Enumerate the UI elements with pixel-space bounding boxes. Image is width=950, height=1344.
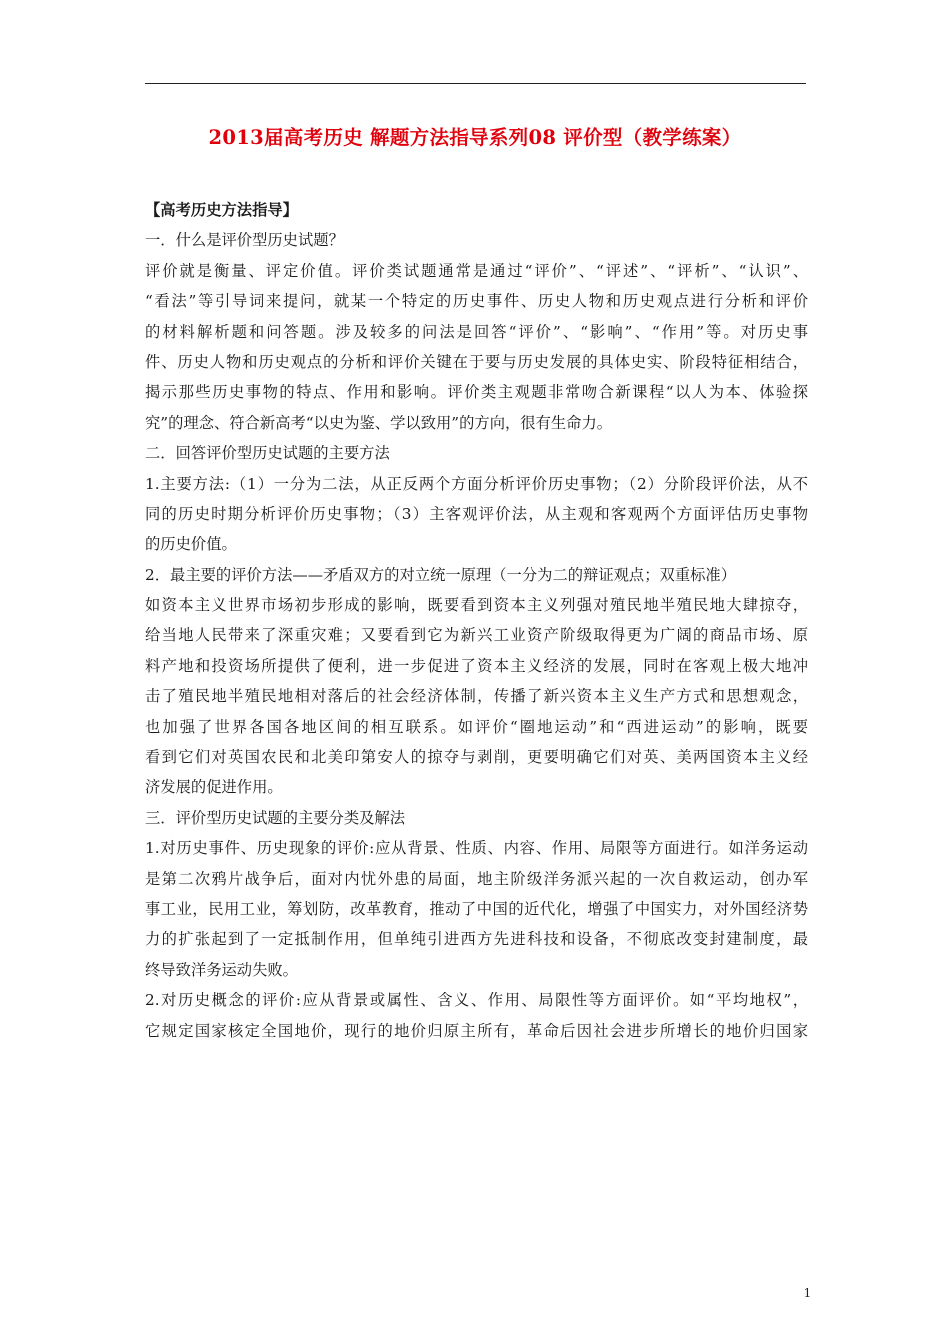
- paragraph-line: 如资本主义世界市场初步形成的影响，既要看到资本主义列强对殖民地半殖民地大肆掠夺，: [145, 596, 808, 615]
- paragraph-line: 1.主要方法:（1）一分为二法，从正反两个方面分析评价历史事物；（2）分阶段评价法，从不: [145, 474, 808, 493]
- paragraph-line: 击了殖民地半殖民地相对落后的社会经济体制，传播了新兴资本主义生产方式和思想观念，: [145, 687, 808, 706]
- paragraph-line: 终导致洋务运动失败。: [145, 960, 298, 979]
- paragraph-line: 1.对历史事件、历史现象的评价:应从背景、性质、内容、作用、局限等方面进行。如洋务运动: [145, 839, 808, 858]
- paragraph-line: 2．最主要的评价方法——矛盾双方的对立统一原理（一分为二的辩证观点；双重标准）: [145, 565, 737, 584]
- paragraph-line: 力的扩张起到了一定抵制作用，但单纯引进西方先进科技和设备，不彻底改变封建制度，最: [145, 930, 808, 949]
- paragraph-line: 同的历史时期分析评价历史事物；（3）主客观评价法，从主观和客观两个方面评估历史事物: [145, 504, 808, 523]
- paragraph-line: 是第二次鸦片战争后，面对内忧外患的局面，地主阶级洋务派兴起的一次自救运动，创办军: [145, 869, 808, 888]
- paragraph-line: “看法”等引导词来提问，就某一个特定的历史事件、历史人物和历史观点进行分析和评价: [145, 292, 808, 311]
- paragraph-line: 看到它们对英国农民和北美印第安人的掠夺与剥削，更要明确它们对英、美两国资本主义经: [145, 748, 808, 767]
- paragraph-line: 揭示那些历史事物的特点、作用和影响。评价类主观题非常吻合新课程“以人为本、体验探: [145, 383, 808, 402]
- paragraph-line: 它规定国家核定全国地价，现行的地价归原主所有，革命后因社会进步所增长的地价归国家: [145, 1021, 808, 1040]
- paragraph-line: 事工业，民用工业，筹划防，改革教育，推动了中国的近代化，增强了中国实力，对外国经济势: [145, 899, 808, 918]
- subsection-heading: 二．回答评价型历史试题的主要方法: [145, 444, 390, 463]
- paragraph-line: 究”的理念、符合新高考“以史为鉴、学以致用”的方向，很有生命力。: [145, 413, 613, 432]
- section-heading: 【高考历史方法指导】: [145, 201, 298, 219]
- header-rule: [145, 83, 806, 84]
- paragraph-line: 件、历史人物和历史观点的分析和评价关键在于要与历史发展的具体史实、阶段特征相结合，: [145, 352, 808, 371]
- subsection-heading: 三．评价型历史试题的主要分类及解法: [145, 808, 406, 827]
- paragraph-line: 的历史价值。: [145, 535, 237, 554]
- paragraph-line: 评价就是衡量、评定价值。评价类试题通常是通过“评价”、“评述”、“评析”、“认识”、: [145, 261, 808, 280]
- page-number: 1: [803, 1286, 812, 1300]
- paragraph-line: 的材料解析题和问答题。涉及较多的问法是回答“评价”、“影响”、“作用”等。对历史事: [145, 322, 808, 341]
- document-title: 2013届高考历史 解题方法指导系列08 评价型（教学练案）: [208, 126, 742, 149]
- paragraph-line: 料产地和投资场所提供了便利，进一步促进了资本主义经济的发展，同时在客观上极大地冲: [145, 656, 808, 675]
- paragraph-line: 济发展的促进作用。: [145, 778, 283, 797]
- document-body: [145, 195, 808, 1046]
- paragraph-line: 也加强了世界各国各地区间的相互联系。如评价“圈地运动”和“西进运动”的影响，既要: [145, 717, 808, 736]
- paragraph-line: 给当地人民带来了深重灾难；又要看到它为新兴工业资产阶级取得更为广阔的商品市场、原: [145, 626, 808, 645]
- subsection-heading: 一．什么是评价型历史试题？: [145, 231, 344, 250]
- paragraph-line: 2.对历史概念的评价:应从背景或属性、含义、作用、局限性等方面评价。如“平均地权”，: [145, 991, 808, 1010]
